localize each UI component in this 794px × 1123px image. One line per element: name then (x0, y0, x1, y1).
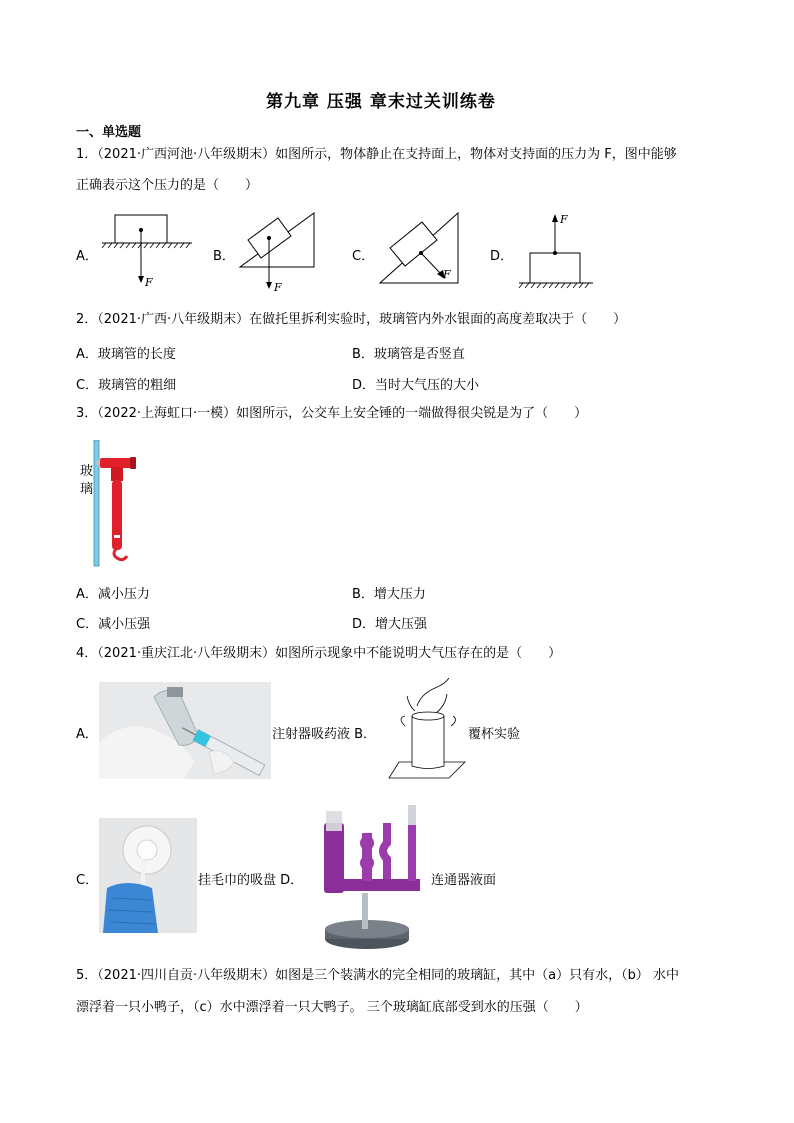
svg-text:F: F (145, 276, 153, 289)
page-title: 第九章 压强 章末过关训练卷 (266, 92, 496, 112)
q3-option-c[interactable]: C．减小压强 (76, 617, 151, 632)
q1-figure-b (238, 210, 318, 295)
syringe-photo (99, 682, 271, 779)
q1-figure-a (100, 212, 210, 292)
q4-option-d-caption: 连通器液面 (431, 873, 497, 888)
q3-option-d[interactable]: D．增大压强 (352, 617, 428, 632)
suction-hook-photo (99, 818, 197, 933)
q1-option-a-label[interactable]: A． (76, 249, 98, 264)
question-2: 2．（2021·广西·八年级期末）在做托里拆利实验时，玻璃管内外水银面的高度差取决于（ ） (76, 312, 627, 327)
section-heading: 一、单选题 (76, 125, 142, 140)
q4-option-c-caption: 挂毛巾的吸盘 D． (198, 873, 304, 888)
q2-option-d[interactable]: D．当时大气压的大小 (352, 378, 480, 393)
question-3: 3．（2022·上海虹口·一模）如图所示，公交车上安全锤的一端做得很尖锐是为了（ ） (76, 406, 588, 421)
q2-option-b[interactable]: B．玻璃管是否竖直 (352, 347, 465, 362)
q4-option-a-caption: 注射器吸药液 B． (272, 727, 377, 742)
question-4: 4．（2021·重庆江北·八年级期末）如图所示现象中不能说明大气压存在的是（ ） (76, 646, 562, 661)
glass-label-2: 璃 (80, 482, 94, 497)
q2-option-c[interactable]: C．玻璃管的粗细 (76, 378, 177, 393)
q1-figure-c (378, 210, 463, 288)
q1-option-b-label[interactable]: B． (213, 249, 235, 264)
svg-text:F: F (560, 213, 568, 226)
svg-text:F: F (443, 268, 451, 281)
q4-option-c-label[interactable]: C． (76, 873, 99, 888)
question-5-line-2: 漂浮着一只小鸭子，（c）水中漂浮着一只大鸭子。 三个玻璃缸底部受到水的压强（ ） (76, 1000, 588, 1015)
q1-option-c-label[interactable]: C． (352, 249, 375, 264)
q3-option-b[interactable]: B．增大压力 (352, 587, 426, 602)
q3-option-a[interactable]: A．减小压力 (76, 587, 150, 602)
safety-hammer-figure (92, 440, 142, 568)
glass-label-1: 玻 (80, 464, 94, 479)
q4-option-b-caption: 覆杯实验 (468, 727, 521, 742)
question-1-line-2: 正确表示这个压力的是（ ） (76, 178, 259, 193)
q1-figure-d (517, 210, 597, 292)
question-5-line-1: 5．（2021·四川自贡·八年级期末）如图是三个装满水的完全相同的玻璃缸，其中（a）只有水，（b） 水中 (76, 968, 679, 983)
q4-option-a-label[interactable]: A． (76, 727, 98, 742)
connected-vessels-photo (312, 803, 430, 951)
q2-option-a[interactable]: A．玻璃管的长度 (76, 347, 176, 362)
svg-text:F: F (274, 281, 282, 294)
inverted-cup-figure (387, 676, 467, 781)
q1-option-d-label[interactable]: D． (490, 249, 514, 264)
question-1-line-1: 1．（2021·广西河池·八年级期末）如图所示，物体静止在支持面上，物体对支持面的压力为 F，图中能够 (76, 147, 677, 162)
